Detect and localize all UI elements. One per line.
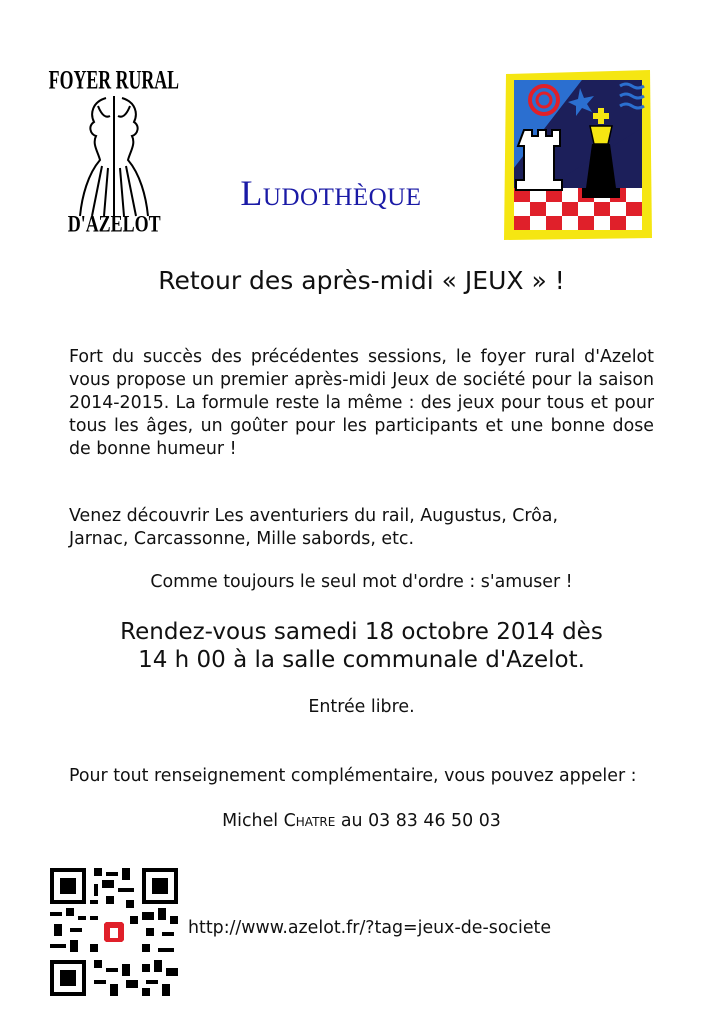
logo-text-top: FOYER RURAL	[48, 65, 180, 95]
contact-line	[0, 811, 723, 831]
info-text: Pour tout renseignement complémentaire, vous pouvez appeler :	[69, 766, 637, 786]
games-line-2: Jarnac, Carcassonne, Mille sabords, etc.	[69, 529, 415, 549]
contact-last-name: Chatre	[283, 811, 336, 831]
chess-art-logo	[502, 68, 654, 242]
subtitle: Retour des après-midi « JEUX » !	[158, 266, 565, 295]
rendezvous-line-2: 14 h 00 à la salle communale d'Azelot.	[138, 647, 585, 673]
contact-first-name: Michel	[222, 811, 279, 831]
rendezvous	[0, 618, 723, 674]
contact-phone: au 03 83 46 50 03	[340, 811, 501, 831]
entry-note: Entrée libre.	[308, 697, 415, 717]
qr-code	[50, 868, 178, 996]
intro-paragraph: Fort du succès des précédentes sessions, le foyer rural d'Azelot vous propose un premier après-midi Jeux de société pour la saison 2014-2015. La formule reste la même : des jeux pour tous et pour tous les âges, un goûter pour les participants et une bonne dose de bonne humeur !	[69, 347, 654, 459]
motto: Comme toujours le seul mot d'ordre : s'amuser !	[150, 572, 573, 592]
logo-text-bottom: D'AZELOT	[67, 212, 161, 238]
website-link[interactable]: http://www.azelot.fr/?tag=jeux-de-societe	[188, 918, 552, 938]
page-title: Ludothèque	[240, 173, 422, 213]
games-line-1: Venez découvrir Les aventuriers du rail, Augustus, Crôa,	[69, 506, 558, 526]
games-paragraph	[69, 505, 654, 551]
rendezvous-line-1: Rendez-vous samedi 18 octobre 2014 dès	[120, 619, 603, 645]
